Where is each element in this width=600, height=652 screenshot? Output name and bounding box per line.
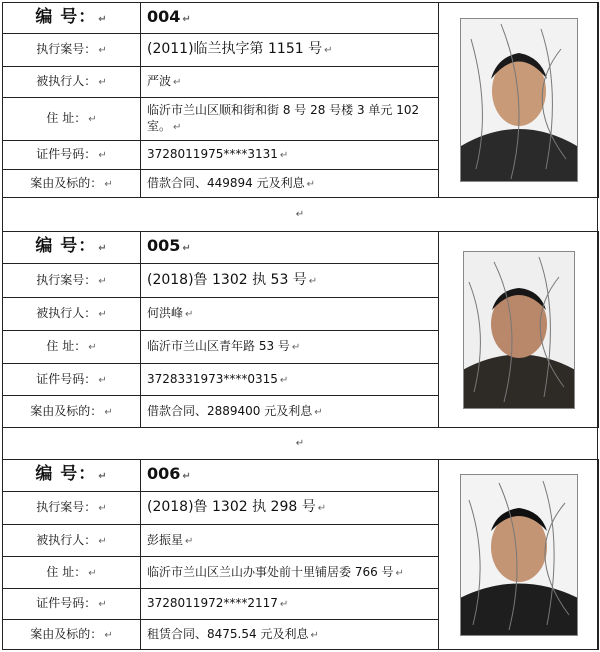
person-label: 被执行人： ↵	[3, 298, 141, 331]
cause-value: 租赁合同、8475.54 元及利息 ↵	[141, 620, 439, 650]
separator-row: ↵	[2, 427, 598, 460]
cause-value: 借款合同、2889400 元及利息 ↵	[141, 396, 439, 428]
person-label: 被执行人： ↵	[3, 525, 141, 557]
photo-cell	[439, 460, 599, 650]
photo-cell	[439, 3, 599, 198]
record-table	[2, 2, 599, 198]
case-no-value: (2018)鲁 1302 执 53 号 ↵	[141, 264, 439, 298]
address-value: 临沂市兰山区顺和街和街 8 号 28 号楼 3 单元 102 室。 ↵	[141, 98, 439, 141]
person-value: 彭振星 ↵	[141, 525, 439, 557]
id-no-label: 证件号码： ↵	[3, 589, 141, 620]
id-no-value: 3728011975****3131 ↵	[141, 141, 439, 170]
address-label: 住 址： ↵	[3, 557, 141, 589]
address-value: 临沂市兰山区兰山办事处前十里铺居委 766 号 ↵	[141, 557, 439, 589]
person-photo	[460, 18, 578, 182]
address-value: 临沂市兰山区青年路 53 号 ↵	[141, 331, 439, 364]
case-no-label: 执行案号： ↵	[3, 492, 141, 525]
cause-label: 案由及标的： ↵	[3, 620, 141, 650]
record-table	[2, 459, 599, 650]
case-no-label: 执行案号： ↵	[3, 264, 141, 298]
case-no-label: 执行案号： ↵	[3, 34, 141, 67]
separator-row: ↵	[2, 197, 598, 232]
cause-label: 案由及标的： ↵	[3, 396, 141, 428]
person-value: 严波 ↵	[141, 67, 439, 98]
record-table	[2, 231, 599, 428]
number-label: 编 号： ↵	[3, 232, 141, 264]
id-no-value: 3728331973****0315 ↵	[141, 364, 439, 396]
id-no-label: 证件号码： ↵	[3, 364, 141, 396]
id-no-value: 3728011972****2117 ↵	[141, 589, 439, 620]
person-photo	[463, 251, 575, 409]
case-no-value: (2011)临兰执字第 1151 号 ↵	[141, 34, 439, 67]
person-value: 何洪峰 ↵	[141, 298, 439, 331]
person-label: 被执行人： ↵	[3, 67, 141, 98]
photo-cell	[439, 232, 599, 428]
number-label: 编 号： ↵	[3, 460, 141, 492]
number-value: 004 ↵	[141, 3, 439, 34]
case-no-value: (2018)鲁 1302 执 298 号 ↵	[141, 492, 439, 525]
address-label: 住 址： ↵	[3, 98, 141, 141]
person-photo	[460, 474, 578, 636]
number-value: 005 ↵	[141, 232, 439, 264]
cause-value: 借款合同、449894 元及利息 ↵	[141, 170, 439, 198]
address-label: 住 址： ↵	[3, 331, 141, 364]
cause-label: 案由及标的： ↵	[3, 170, 141, 198]
number-label: 编 号： ↵	[3, 3, 141, 34]
number-value: 006 ↵	[141, 460, 439, 492]
id-no-label: 证件号码： ↵	[3, 141, 141, 170]
